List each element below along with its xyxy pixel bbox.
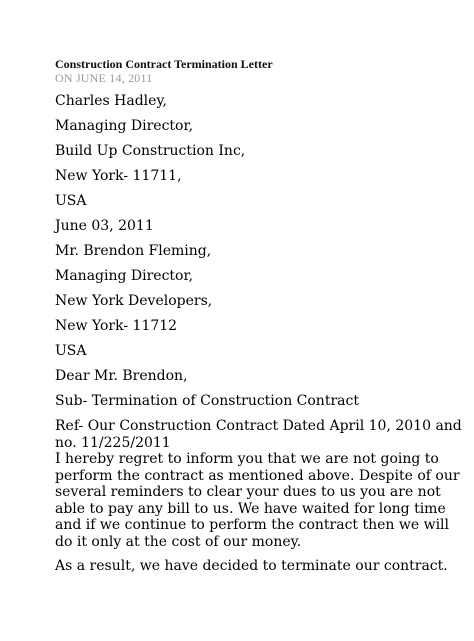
- sender-name: Charles Hadley,: [55, 93, 167, 109]
- body-line: several reminders to clear your dues to us you are not: [55, 484, 441, 500]
- reference-line: [55, 418, 462, 451]
- body-line: perform the contract as mentioned above. Despite of our: [55, 467, 460, 484]
- body-paragraph: [55, 451, 460, 550]
- body-line: and if we continue to perform the contract then we will: [55, 517, 450, 533]
- sender-position: Managing Director,: [55, 118, 194, 134]
- recipient-country: USA: [55, 343, 87, 359]
- publish-date-prefix: ON: [55, 71, 73, 85]
- letter-title: Construction Contract Termination Letter: [55, 57, 273, 71]
- publish-date: [55, 71, 152, 85]
- salutation: Dear Mr. Brendon,: [55, 368, 188, 384]
- recipient-company: New York Developers,: [55, 293, 213, 309]
- reference-line-2: no. 11/225/2011: [55, 434, 171, 451]
- closing-paragraph: As a result, we have decided to terminate our contract.: [55, 558, 448, 574]
- recipient-position: Managing Director,: [55, 268, 194, 284]
- body-line: able to pay any bill to us. We have waited for long time: [55, 500, 446, 517]
- body-line: I hereby regret to inform you that we are not going to: [55, 451, 439, 467]
- publish-date-value: JUNE 14, 2011: [75, 71, 153, 85]
- reference-line-1: Ref- Our Construction Contract Dated April 10, 2010 and: [55, 418, 462, 434]
- sender-company: Build Up Construction Inc,: [55, 143, 246, 159]
- body-line: do it only at the cost of our money.: [55, 533, 302, 550]
- recipient-city: New York- 11712: [55, 318, 178, 334]
- sender-city: New York- 11711,: [55, 168, 182, 184]
- subject-line: Sub- Termination of Construction Contract: [55, 393, 359, 409]
- sender-country: USA: [55, 193, 87, 209]
- recipient-name: Mr. Brendon Fleming,: [55, 243, 212, 259]
- letter-date: June 03, 2011: [55, 218, 154, 234]
